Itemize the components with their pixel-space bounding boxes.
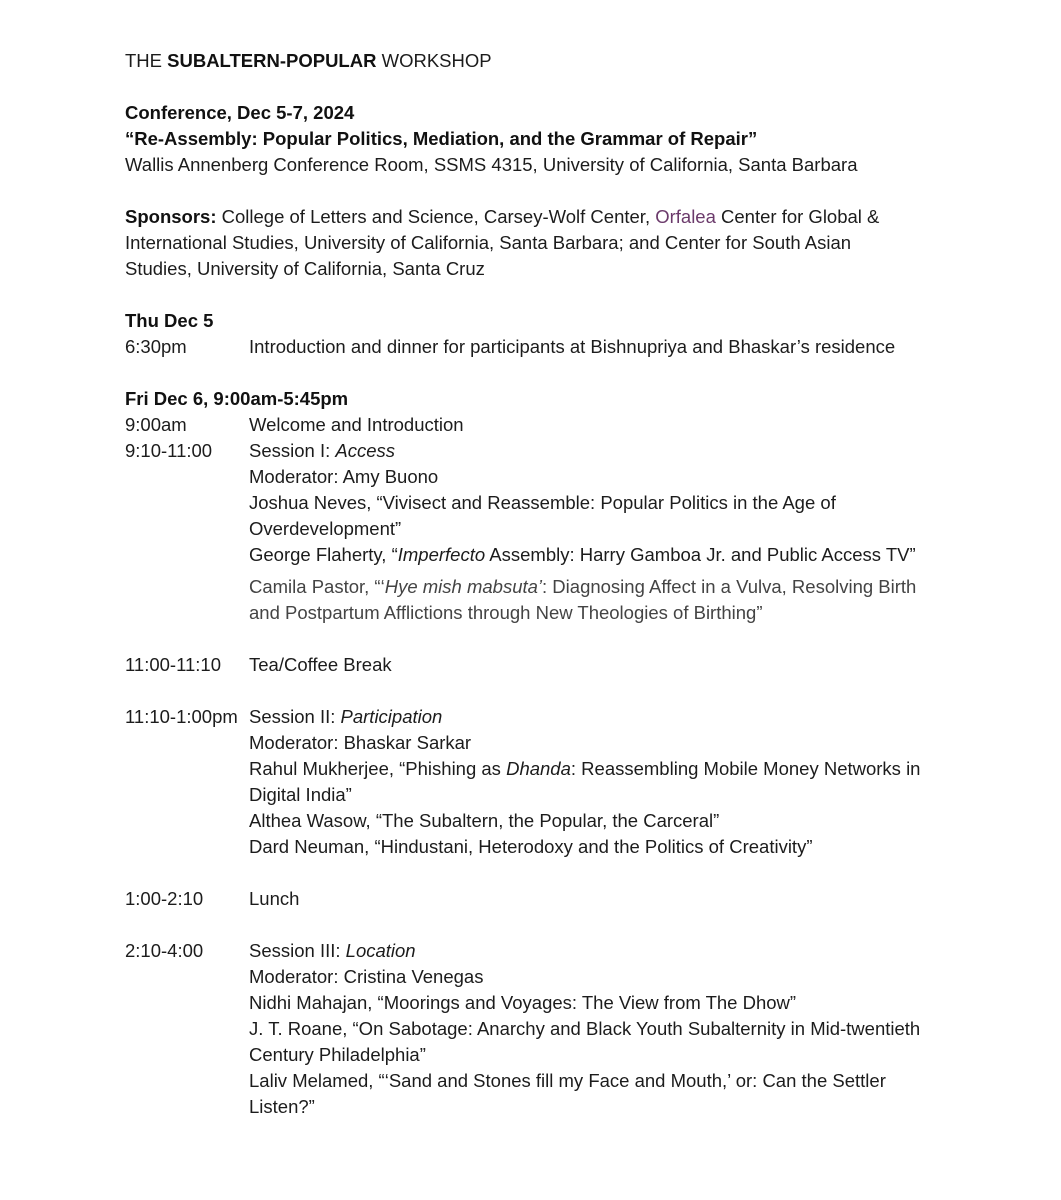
thu-time: 6:30pm — [125, 336, 187, 357]
session1-paper3-post: : Diagnosing Affect in a Vulva, Resolving Birth and Postpartum Afflictions through New Theologies of Birthing” — [249, 576, 917, 623]
title-name: SUBALTERN-POPULAR — [167, 50, 377, 71]
thu-heading: Thu Dec 5 — [125, 310, 214, 331]
session3-paper1: Nidhi Mahajan, “Moorings and Voyages: The View from The Dhow” — [249, 992, 797, 1013]
session2-title — [249, 704, 939, 730]
schedule-row-session3 — [125, 938, 1025, 1120]
session1-title — [249, 438, 939, 464]
session2-paper3: Dard Neuman, “Hindustani, Heterodoxy and the Politics of Creativity” — [249, 836, 813, 857]
sponsors-label: Sponsors: — [125, 206, 217, 227]
session3-paper3: Laliv Melamed, “‘Sand and Stones fill my Face and Mouth,’ or: Can the Settler Listen?” — [249, 1070, 886, 1117]
session2-paper1-pre: Rahul Mukherjee, “Phishing as — [249, 758, 507, 779]
schedule-row-welcome — [125, 412, 1025, 438]
sponsors-highlight: Orfalea — [655, 206, 716, 227]
session1-paper2-italic: Imperfecto — [397, 544, 486, 565]
session2-paper1-italic: Dhanda — [506, 758, 571, 779]
session1-paper2 — [249, 542, 939, 568]
session3-moderator: Moderator: Cristina Venegas — [249, 966, 484, 987]
session2-details — [249, 704, 939, 860]
session2-moderator: Moderator: Bhaskar Sarkar — [249, 732, 472, 753]
workshop-title — [125, 48, 1025, 74]
break-time: 11:00-11:10 — [125, 654, 222, 675]
session2-paper2: Althea Wasow, “The Subaltern, the Popular, the Carceral” — [249, 810, 720, 831]
break-text: Tea/Coffee Break — [249, 654, 392, 675]
session2-label: Session II: — [249, 706, 341, 727]
lunch-time: 1:00-2:10 — [125, 888, 204, 909]
schedule-row-session1 — [125, 438, 1025, 626]
conference-dates: Conference, Dec 5-7, 2024 — [125, 102, 355, 123]
schedule-row-break — [125, 652, 1025, 678]
sponsors-paragraph — [125, 204, 905, 282]
session1-theme: Access — [335, 440, 396, 461]
welcome-text: Welcome and Introduction — [249, 414, 464, 435]
lunch-text: Lunch — [249, 888, 300, 909]
session3-paper2: J. T. Roane, “On Sabotage: Anarchy and Black Youth Subalternity in Mid-twentieth Century Philadelphia” — [249, 1018, 921, 1065]
fri-heading: Fri Dec 6, 9:00am-5:45pm — [125, 388, 349, 409]
session1-label: Session I: — [249, 440, 336, 461]
session2-paper1-post: : Reassembling Mobile Money Networks in Digital India” — [249, 758, 921, 805]
session1-paper3-pre: Camila Pastor, “‘ — [249, 576, 385, 597]
title-suffix: WORKSHOP — [376, 50, 492, 71]
welcome-time: 9:00am — [125, 414, 187, 435]
session1-paper1: Joshua Neves, “Vivisect and Reassemble: Popular Politics in the Age of Overdevelopment” — [249, 492, 836, 539]
session2-paper1 — [249, 756, 939, 808]
session3-details — [249, 938, 939, 1120]
conference-title: “Re-Assembly: Popular Politics, Mediation, and the Grammar of Repair” — [125, 128, 758, 149]
thu-text: Introduction and dinner for participants at Bishnupriya and Bhaskar’s residence — [249, 336, 896, 357]
program-document — [125, 48, 1025, 1120]
schedule-row-thu — [125, 334, 1025, 360]
session1-paper2-pre: George Flaherty, “ — [249, 544, 398, 565]
schedule-row-lunch — [125, 886, 1025, 912]
session1-paper3-italic: Hye mish mabsuta’ — [384, 576, 543, 597]
session2-theme: Participation — [340, 706, 443, 727]
session3-time: 2:10-4:00 — [125, 940, 204, 961]
schedule-row-session2 — [125, 704, 1025, 860]
session1-moderator: Moderator: Amy Buono — [249, 466, 439, 487]
session1-details — [249, 438, 939, 626]
session1-paper2-post: Assembly: Harry Gamboa Jr. and Public Access TV” — [485, 544, 916, 565]
conference-venue: Wallis Annenberg Conference Room, SSMS 4315, University of California, Santa Barbara — [125, 154, 858, 175]
session1-paper3 — [249, 574, 939, 626]
session3-label: Session III: — [249, 940, 346, 961]
session3-theme: Location — [345, 940, 416, 961]
sponsors-text-before: College of Letters and Science, Carsey-Wolf Center, — [216, 206, 656, 227]
session1-time: 9:10-11:00 — [125, 440, 213, 461]
sponsors-text-after: Center for Global & International Studies, University of California, Santa Barbara; and Center for South Asian Studies, University of California, Santa Cruz — [125, 206, 880, 279]
session3-title — [249, 938, 939, 964]
title-prefix: THE — [125, 50, 168, 71]
session2-time: 11:10-1:00pm — [125, 706, 238, 727]
